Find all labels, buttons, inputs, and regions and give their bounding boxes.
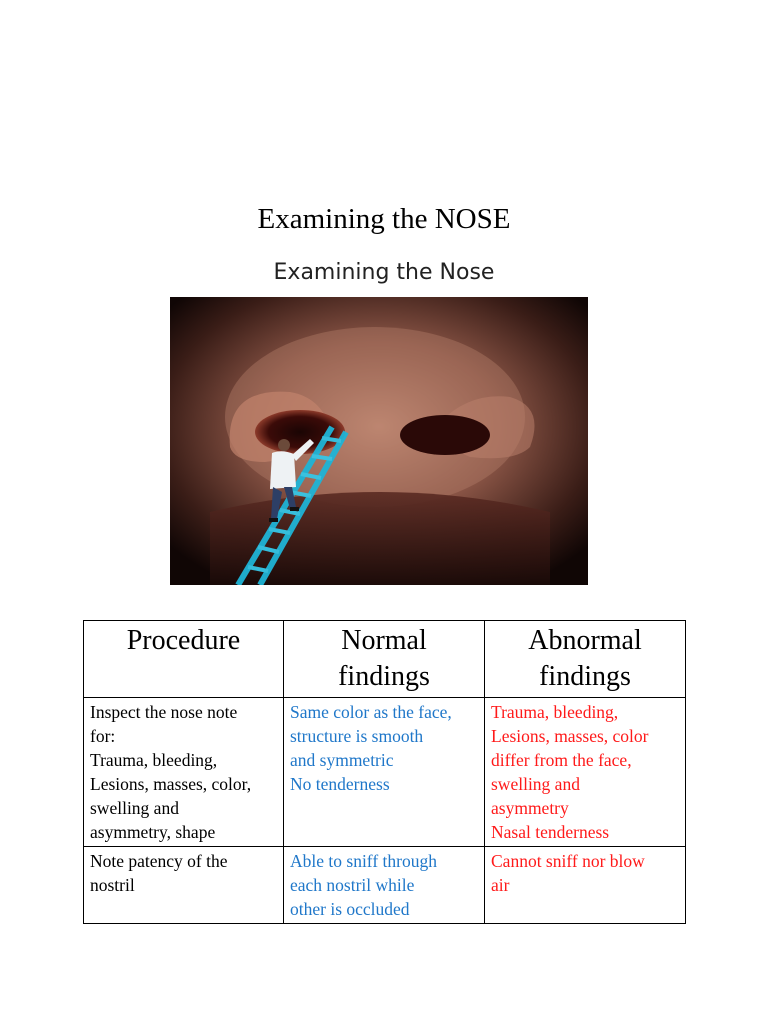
- page-title: Examining the NOSE: [257, 203, 511, 235]
- findings-table: [83, 620, 686, 924]
- slide-title: Examining the Nose: [273, 260, 495, 285]
- procedure-cell: Note patency of the nostril: [84, 847, 284, 924]
- doctor-ladder-nose-image: [170, 297, 588, 585]
- normal-findings-cell: Same color as the face, structure is smooth and symmetric No tenderness: [284, 698, 485, 847]
- abnormal-findings-cell: Cannot sniff nor blow air: [485, 847, 686, 924]
- table-header-row: [84, 621, 686, 698]
- header-abnormal-findings: Abnormal findings: [485, 621, 686, 698]
- procedure-cell: Inspect the nose note for: Trauma, bleeding, Lesions, masses, color, swelling and asymmetry, shape: [84, 698, 284, 847]
- right-nostril: [400, 415, 490, 455]
- header-procedure: Procedure: [84, 621, 284, 698]
- header-normal-findings: Normal findings: [284, 621, 485, 698]
- abnormal-findings-cell: Trauma, bleeding, Lesions, masses, color differ from the face, swelling and asymmetry Nasal tenderness: [485, 698, 686, 847]
- table-row: [84, 698, 686, 847]
- table-row: [84, 847, 686, 924]
- nose-illustration: [170, 297, 588, 585]
- normal-findings-cell: Able to sniff through each nostril while other is occluded: [284, 847, 485, 924]
